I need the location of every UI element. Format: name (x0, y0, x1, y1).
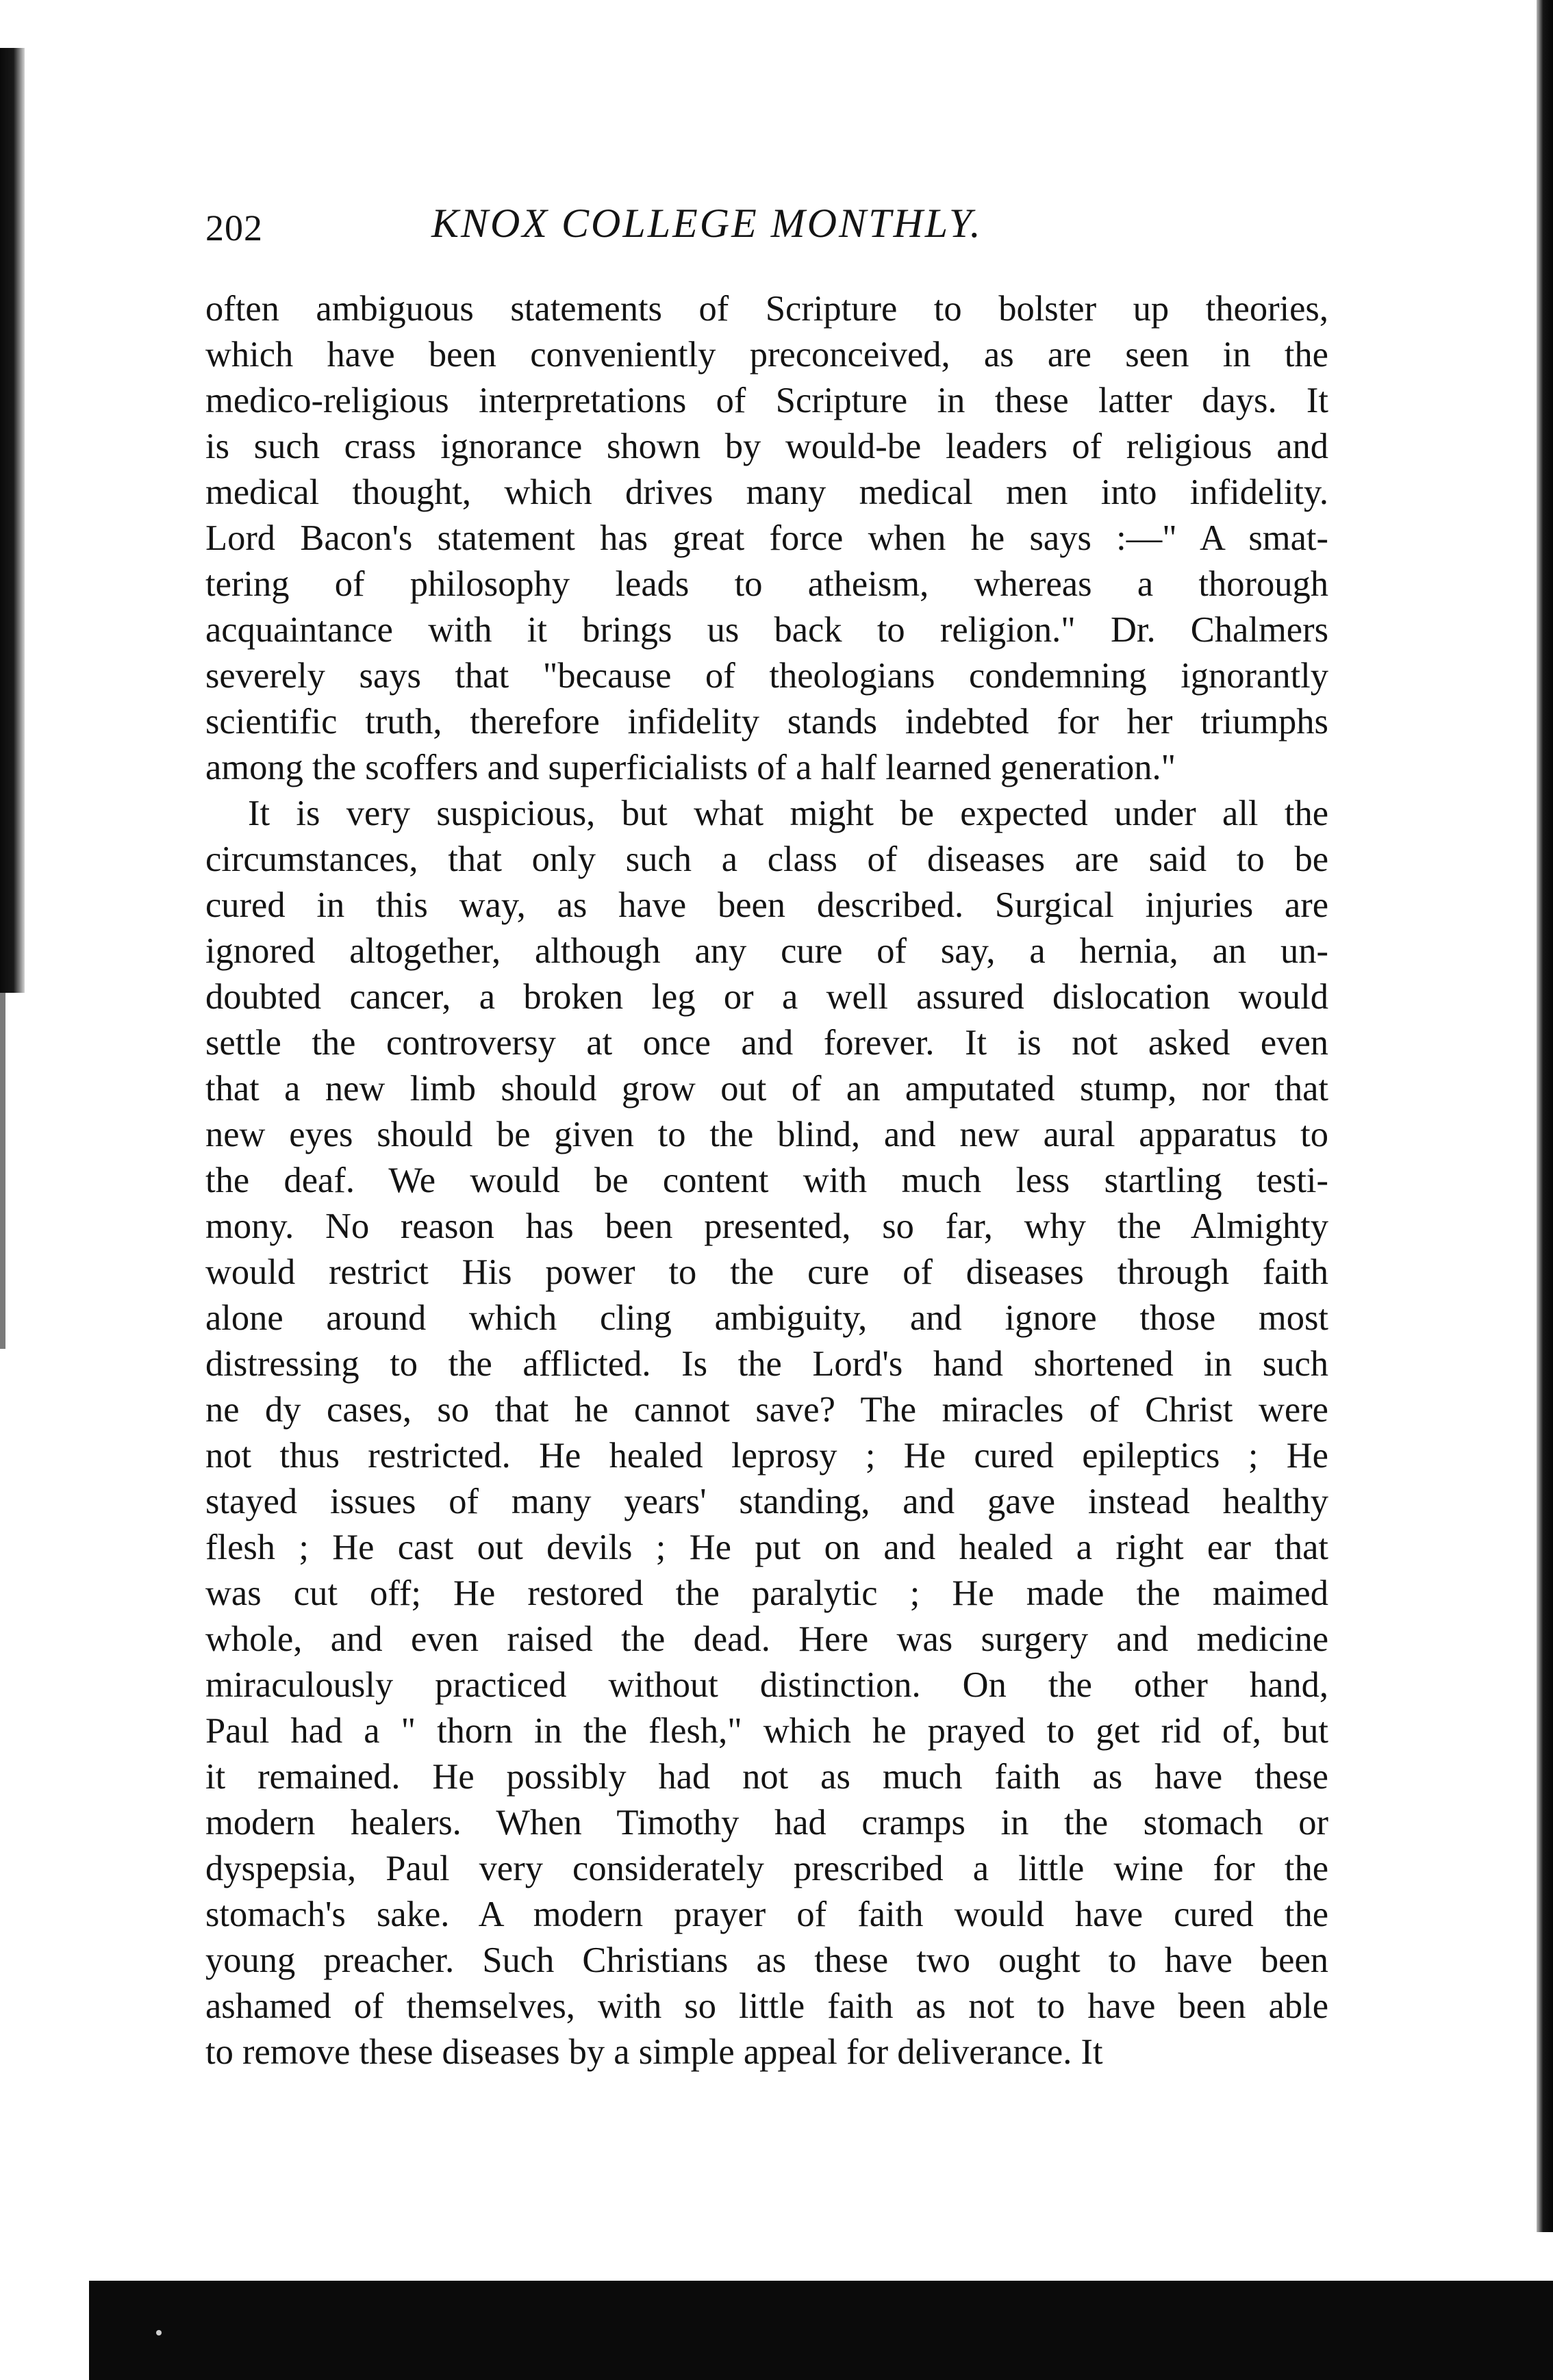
text-line: Lord Bacon's statement has great force when he says :—" A smat- (205, 518, 1328, 558)
text-line: whole, and even raised the dead. Here was surgery and medicine (205, 1619, 1328, 1659)
text-line: modern healers. When Timothy had cramps in the stomach or (205, 1803, 1328, 1843)
scan-border-left-lower (0, 993, 5, 1349)
scan-border-right (1537, 0, 1553, 2232)
journal-title: KNOX COLLEGE MONTHLY. (431, 201, 983, 246)
text-line: the deaf. We would be content with much less startling testi- (205, 1161, 1328, 1200)
text-line: dyspepsia, Paul very considerately prescribed a little wine for the (205, 1849, 1328, 1888)
text-line: It is very suspicious, but what might be expected under all the (248, 794, 1328, 833)
text-line: alone around which cling ambiguity, and ignore those most (205, 1298, 1328, 1338)
text-line: acquaintance with it brings us back to religion." Dr. Chalmers (205, 610, 1328, 650)
text-line: Paul had a " thorn in the flesh," which he prayed to get rid of, but (205, 1711, 1328, 1751)
text-line: medical thought, which drives many medical men into infidelity. (205, 472, 1328, 512)
text-line: flesh ; He cast out devils ; He put on and healed a right ear that (205, 1528, 1328, 1567)
text-line: was cut off; He restored the paralytic ; He made the maimed (205, 1573, 1328, 1613)
text-line: mony. No reason has been presented, so far, why the Almighty (205, 1206, 1328, 1246)
text-line: ignored altogether, although any cure of say, a hernia, an un- (205, 931, 1328, 971)
text-line: doubted cancer, a broken leg or a well assured dislocation would (205, 977, 1328, 1017)
text-line: often ambiguous statements of Scripture to bolster up theories, (205, 289, 1328, 329)
text-line: distressing to the afflicted. Is the Lord's hand shortened in such (205, 1344, 1328, 1384)
text-line: to remove these diseases by a simple appeal for deliverance. It (205, 2032, 1103, 2072)
text-line: severely says that "because of theologians condemning ignorantly (205, 656, 1328, 696)
scan-border-bottom (89, 2281, 1553, 2380)
text-line: that a new limb should grow out of an amputated stump, nor that (205, 1069, 1328, 1109)
text-line: stayed issues of many years' standing, and gave instead healthy (205, 1482, 1328, 1521)
text-line: cured in this way, as have been described. Surgical injuries are (205, 885, 1328, 925)
text-line: young preacher. Such Christians as these two ought to have been (205, 1940, 1328, 1980)
text-line: miraculously practiced without distinction. On the other hand, (205, 1665, 1328, 1705)
paragraph-healing-miracles (205, 791, 1328, 2075)
text-line: settle the controversy at once and forever. It is not asked even (205, 1023, 1328, 1063)
paragraph-continued (205, 286, 1328, 791)
text-line: not thus restricted. He healed leprosy ; He cured epileptics ; He (205, 1436, 1328, 1476)
text-line: which have been conveniently preconceived, as are seen in the (205, 335, 1328, 375)
text-line: scientific truth, therefore infidelity stands indebted for her triumphs (205, 702, 1328, 742)
text-line: new eyes should be given to the blind, and new aural apparatus to (205, 1115, 1328, 1154)
text-line: among the scoffers and superficialists of a half learned generation." (205, 748, 1176, 787)
running-header (205, 197, 1328, 259)
text-line: it remained. He possibly had not as much faith as have these (205, 1757, 1328, 1797)
text-line: is such crass ignorance shown by would-be leaders of religious and (205, 427, 1328, 466)
text-line: tering of philosophy leads to atheism, whereas a thorough (205, 564, 1328, 604)
article-body (205, 286, 1328, 2075)
text-line: ashamed of themselves, with so little faith as not to have been able (205, 1986, 1328, 2026)
scan-border-left (0, 48, 25, 993)
page-number: 202 (205, 207, 263, 249)
text-line: would restrict His power to the cure of diseases through faith (205, 1252, 1328, 1292)
scan-speck (156, 2330, 162, 2335)
text-line: stomach's sake. A modern prayer of faith would have cured the (205, 1895, 1328, 1934)
text-line: circumstances, that only such a class of diseases are said to be (205, 839, 1328, 879)
text-line: medico-religious interpretations of Scripture in these latter days. It (205, 381, 1328, 420)
text-line: ne dy cases, so that he cannot save? The miracles of Christ were (205, 1390, 1328, 1430)
